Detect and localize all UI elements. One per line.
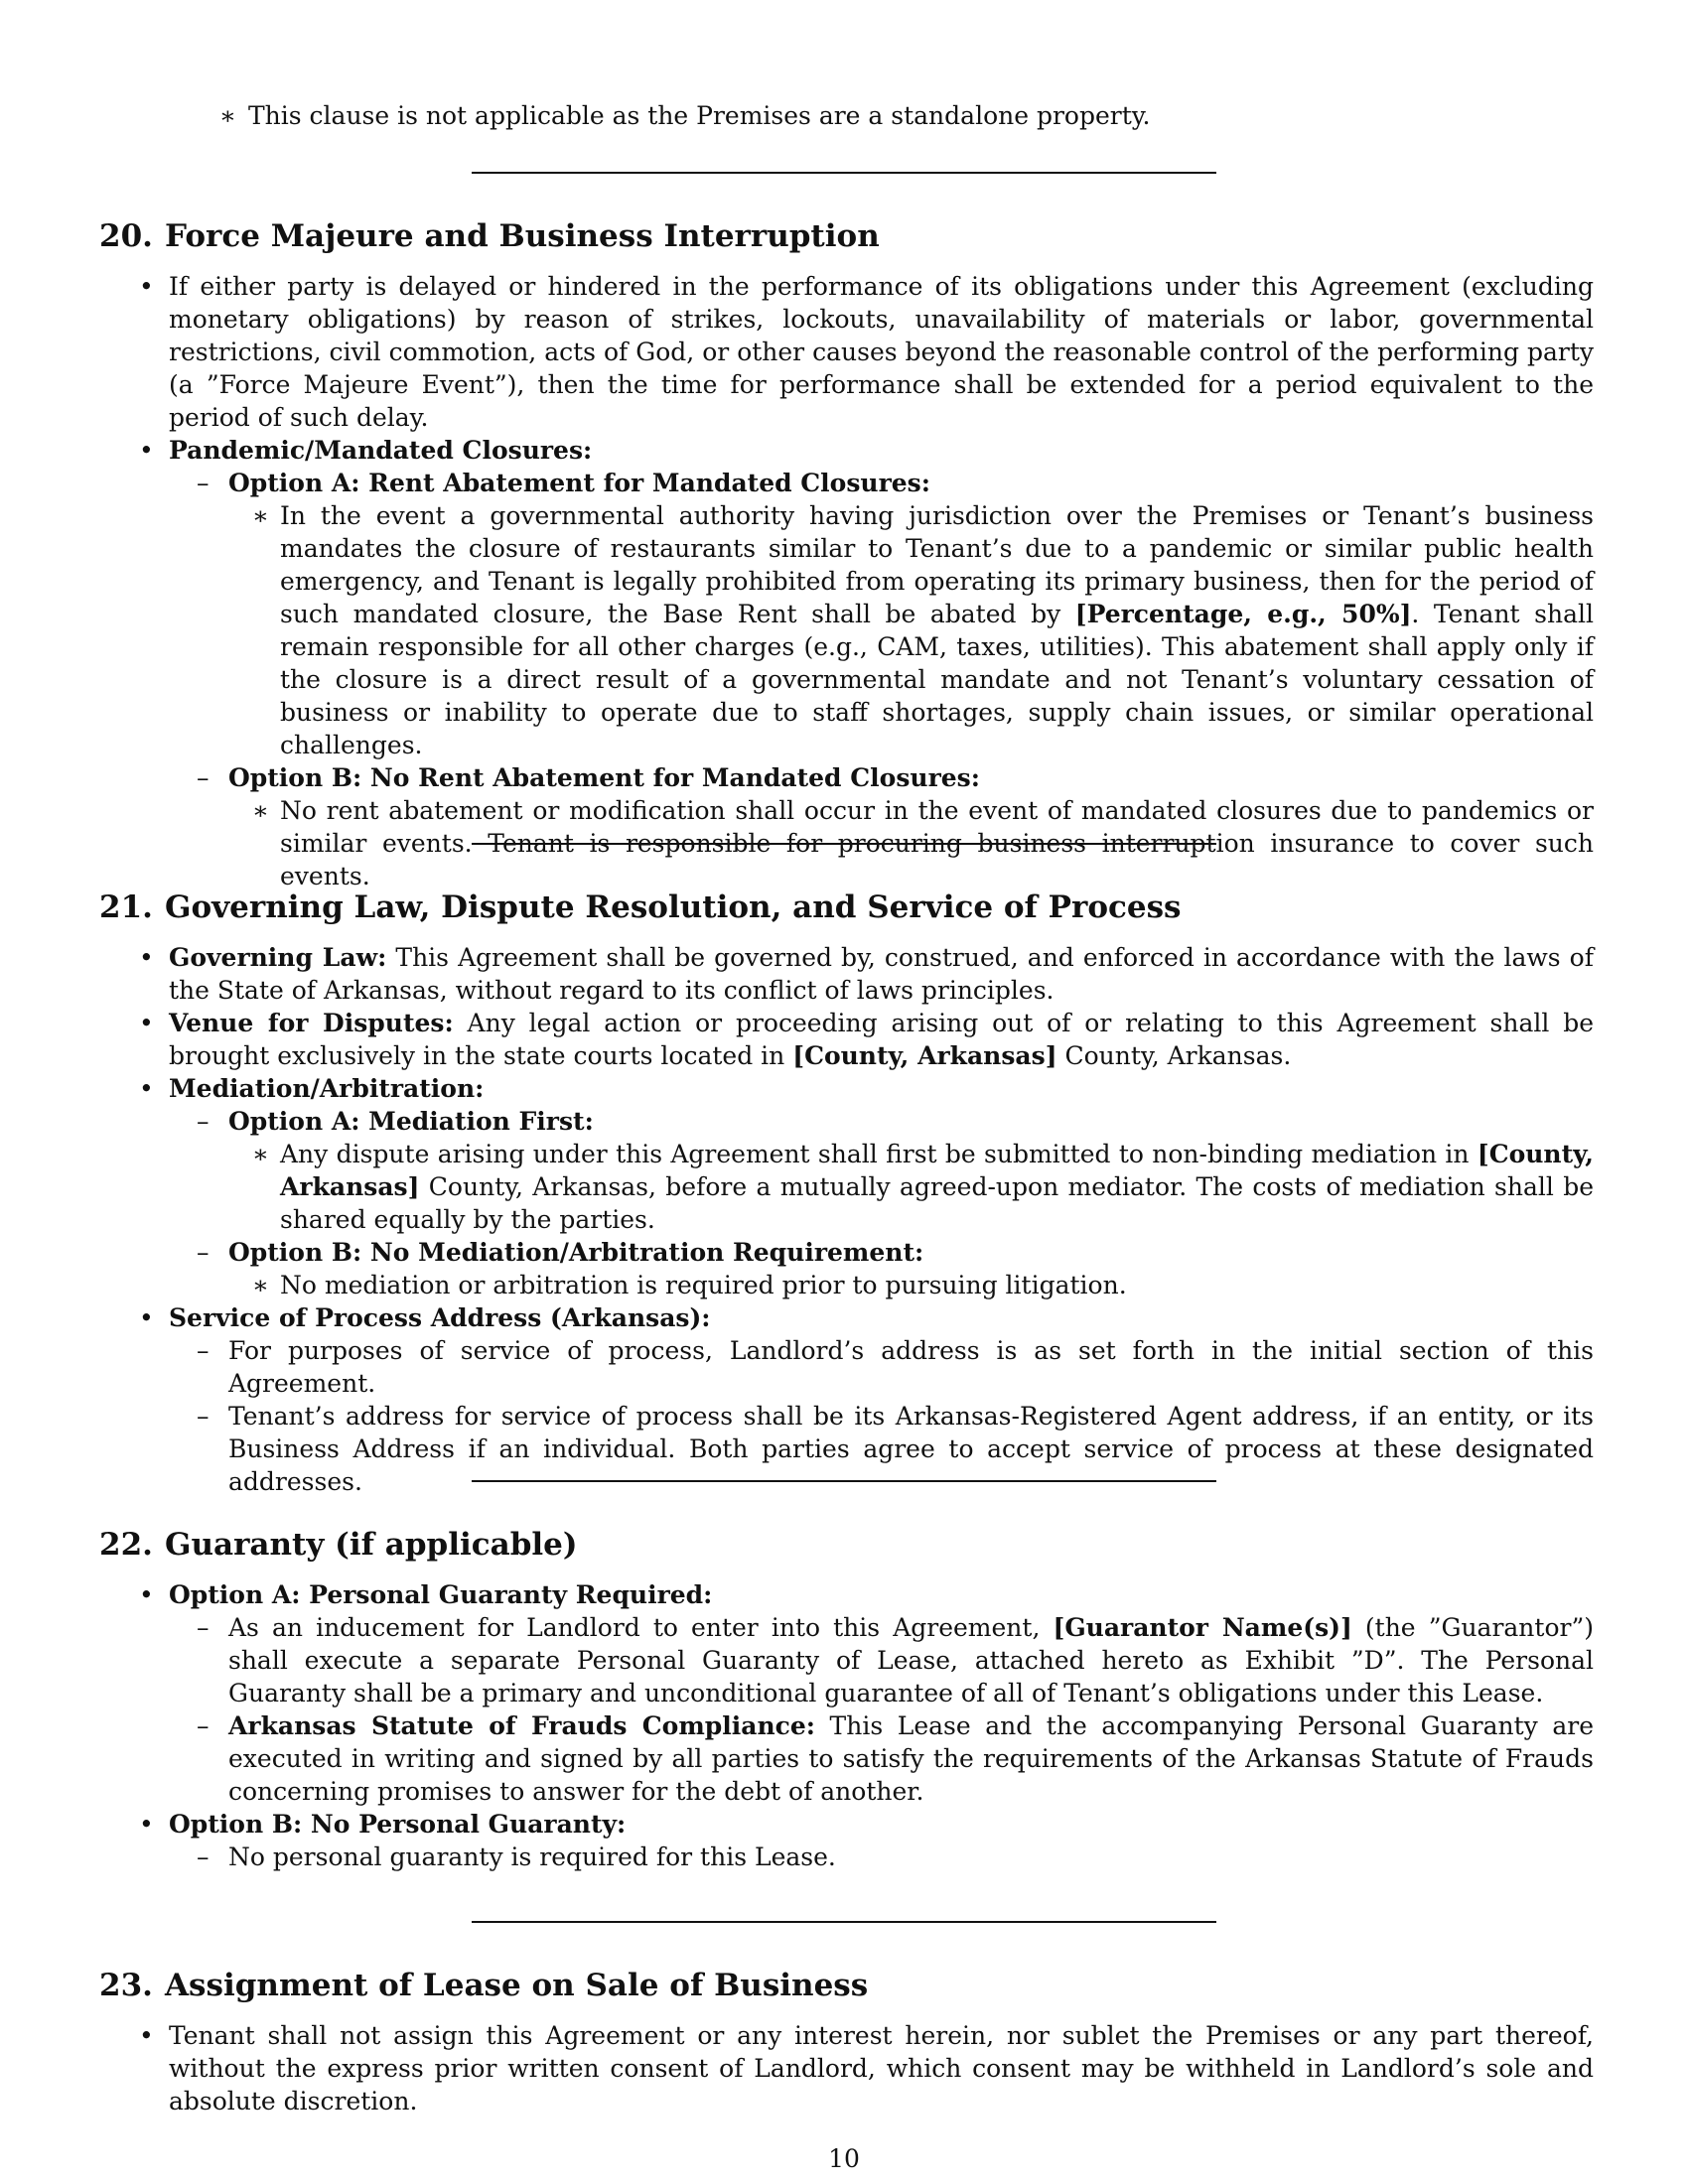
bullet-marker: • [139, 1810, 154, 1839]
paragraph-text: Any dispute arising under this Agreement shall first be submitted to non-binding mediation in [280, 1140, 1477, 1168]
list-item [197, 1400, 1594, 1498]
list-item [139, 1301, 1594, 1334]
star-marker: ∗ [219, 101, 236, 130]
list-item [139, 270, 1594, 434]
list-item [139, 1808, 1594, 1841]
section-number: 20. [99, 218, 153, 254]
paragraph-text: County, Arkansas, before a mutually agreed-upon mediator. The costs of mediation shall be shared equally by the parties. [280, 1172, 1594, 1234]
option-label: Option B: No Mediation/Arbitration Requirement: [228, 1238, 924, 1267]
placeholder-bracket: [Percentage, e.g., 50%] [1074, 600, 1412, 628]
paragraph-text: . Tenant shall remain responsible for all other charges (e.g., CAM, taxes, utilities). This abatement shall apply only if the closure is a direct result of a governmental mandate and not Tenant’s voluntary cessation of business or inability to operate due to staff shortages, supply chain issues, or similar operational challenges. [280, 600, 1594, 759]
top-item-text: This clause is not applicable as the Premises are a standalone property. [248, 101, 1151, 130]
item-label: Mediation/Arbitration: [169, 1074, 485, 1103]
section-divider [472, 843, 1216, 845]
section-heading [99, 216, 1594, 256]
section-number: 22. [99, 1527, 153, 1563]
dash-marker: – [197, 1711, 210, 1740]
list-item [197, 1236, 1594, 1269]
list-item [252, 1269, 1594, 1301]
section-22 [99, 1525, 1594, 1873]
bullet-marker: • [139, 1009, 154, 1037]
list-item [197, 761, 1594, 794]
dash-marker: – [197, 1402, 210, 1431]
paragraph-text: Tenant shall not assign this Agreement or any interest herein, nor sublet the Premises or any part thereof, without the express prior written consent of Landlord, which consent may be withheld in Landlord’s sole and absolute discretion. [169, 2021, 1594, 2116]
section-number: 23. [99, 1968, 153, 2003]
paragraph-text: (the ”Guarantor”) shall execute a separate Personal Guaranty of Lease, attached hereto as Exhibit ”D”. The Personal Guaranty shall be a primary and unconditional guarantee of all of Tenant’s obligations under this Lease. [228, 1613, 1594, 1707]
star-marker: ∗ [252, 1140, 269, 1168]
paragraph-text: No personal guaranty is required for this Lease. [228, 1843, 836, 1871]
paragraph-text: No rent abatement or modification shall occur in the event of mandated closures due to pandemics or similar events. Tenant is responsible for procuring business interruption insurance to cover such events. [280, 796, 1594, 890]
bullet-marker: • [139, 1580, 154, 1609]
list-item [252, 499, 1594, 761]
option-label: Option A: Mediation First: [228, 1107, 594, 1136]
section-21 [99, 887, 1594, 1498]
list-item [197, 467, 1594, 499]
paragraph-text: Any legal action or proceeding arising out of or relating to this Agreement shall be brought exclusively in the state courts located in [169, 1009, 1594, 1070]
list-item [197, 1841, 1594, 1873]
star-marker: ∗ [252, 796, 269, 825]
section-heading [99, 1966, 1594, 2005]
item-label: Venue for Disputes: [169, 1009, 454, 1037]
paragraph-text: Tenant’s address for service of process shall be its Arkansas-Registered Agent address, if an entity, or its Business Address if an individual. Both parties agree to accept service of process at these designated addresses. [228, 1402, 1594, 1496]
bullet-marker: • [139, 1303, 154, 1332]
list-item [139, 1578, 1594, 1611]
placeholder-bracket: [Guarantor Name(s)] [1053, 1613, 1352, 1642]
option-label: Option B: No Personal Guaranty: [169, 1810, 627, 1839]
list-item [139, 2019, 1594, 2117]
paragraph-text: As an inducement for Landlord to enter into this Agreement, [228, 1613, 1054, 1642]
bullet-marker: • [139, 943, 154, 972]
top-list-item [219, 99, 1151, 132]
list-item [197, 1611, 1594, 1709]
section-title: Guaranty (if applicable) [165, 1527, 578, 1563]
section-divider [472, 172, 1216, 174]
paragraph-text: County, Arkansas. [1056, 1041, 1292, 1070]
placeholder-bracket: [County, Arkansas] [792, 1041, 1057, 1070]
section-divider [472, 1480, 1216, 1482]
item-label: Arkansas Statute of Frauds Compliance: [228, 1711, 815, 1740]
section-number: 21. [99, 889, 153, 925]
item-label: Service of Process Address (Arkansas): [169, 1303, 711, 1332]
dash-marker: – [197, 1107, 210, 1136]
paragraph-text: For purposes of service of process, Landlord’s address is as set forth in the initial section of this Agreement. [228, 1336, 1594, 1398]
item-label: Pandemic/Mandated Closures: [169, 436, 593, 465]
page-number: 10 [828, 2144, 860, 2173]
dash-marker: – [197, 469, 210, 497]
list-item [252, 1138, 1594, 1236]
bullet-marker: • [139, 436, 154, 465]
section-heading [99, 887, 1594, 927]
paragraph-text: This Agreement shall be governed by, construed, and enforced in accordance with the laws of the State of Arkansas, without regard to its conflict of laws principles. [169, 943, 1594, 1005]
bullet-marker: • [139, 2021, 154, 2050]
list-item [139, 1007, 1594, 1072]
list-item [139, 941, 1594, 1007]
option-label: Option B: No Rent Abatement for Mandated Closures: [228, 763, 980, 792]
star-marker: ∗ [252, 1271, 269, 1299]
dash-marker: – [197, 763, 210, 792]
paragraph-text: This Lease and the accompanying Personal Guaranty are executed in writing and signed by all parties to satisfy the requirements of the Arkansas Statute of Frauds concerning promises to answer for the debt of another. [228, 1711, 1595, 1806]
option-label: Option A: Personal Guaranty Required: [169, 1580, 713, 1609]
list-item [197, 1709, 1595, 1808]
section-divider [472, 1921, 1216, 1923]
option-label: Option A: Rent Abatement for Mandated Closures: [228, 469, 930, 497]
list-item [139, 1072, 1594, 1105]
dash-marker: – [197, 1238, 210, 1267]
section-23 [99, 1966, 1594, 2117]
section-title: Governing Law, Dispute Resolution, and Service of Process [165, 889, 1182, 925]
list-item [139, 434, 1594, 467]
section-20 [99, 216, 1594, 892]
list-item [197, 1105, 1594, 1138]
dash-marker: – [197, 1613, 210, 1642]
paragraph-text: If either party is delayed or hindered in the performance of its obligations under this Agreement (excluding monetary obligations) by reason of strikes, lockouts, unavailability of materials or labor, governmental restrictions, civil commotion, acts of God, or other causes beyond the reasonable control of the performing party (a ”Force Majeure Event”), then the time for performance shall be extended for a period equivalent to the period of such delay. [169, 272, 1594, 432]
section-heading [99, 1525, 1594, 1565]
section-title: Assignment of Lease on Sale of Business [165, 1968, 869, 2003]
star-marker: ∗ [252, 501, 269, 530]
dash-marker: – [197, 1843, 210, 1871]
dash-marker: – [197, 1336, 210, 1365]
paragraph-text: No mediation or arbitration is required prior to pursuing litigation. [280, 1271, 1127, 1299]
item-label: Governing Law: [169, 943, 387, 972]
section-title: Force Majeure and Business Interruption [165, 218, 880, 254]
list-item [197, 1334, 1594, 1400]
placeholder-bracket: [County, Arkansas] [280, 1140, 1594, 1201]
paragraph-text: In the event a governmental authority having jurisdiction over the Premises or Tenant’s business mandates the closure of restaurants similar to Tenant’s due to a pandemic or similar public health emergency, and Tenant is legally prohibited from operating its primary business, then for the period of such mandated closure, the Base Rent shall be abated by [280, 501, 1594, 628]
bullet-marker: • [139, 272, 154, 301]
bullet-marker: • [139, 1074, 154, 1103]
